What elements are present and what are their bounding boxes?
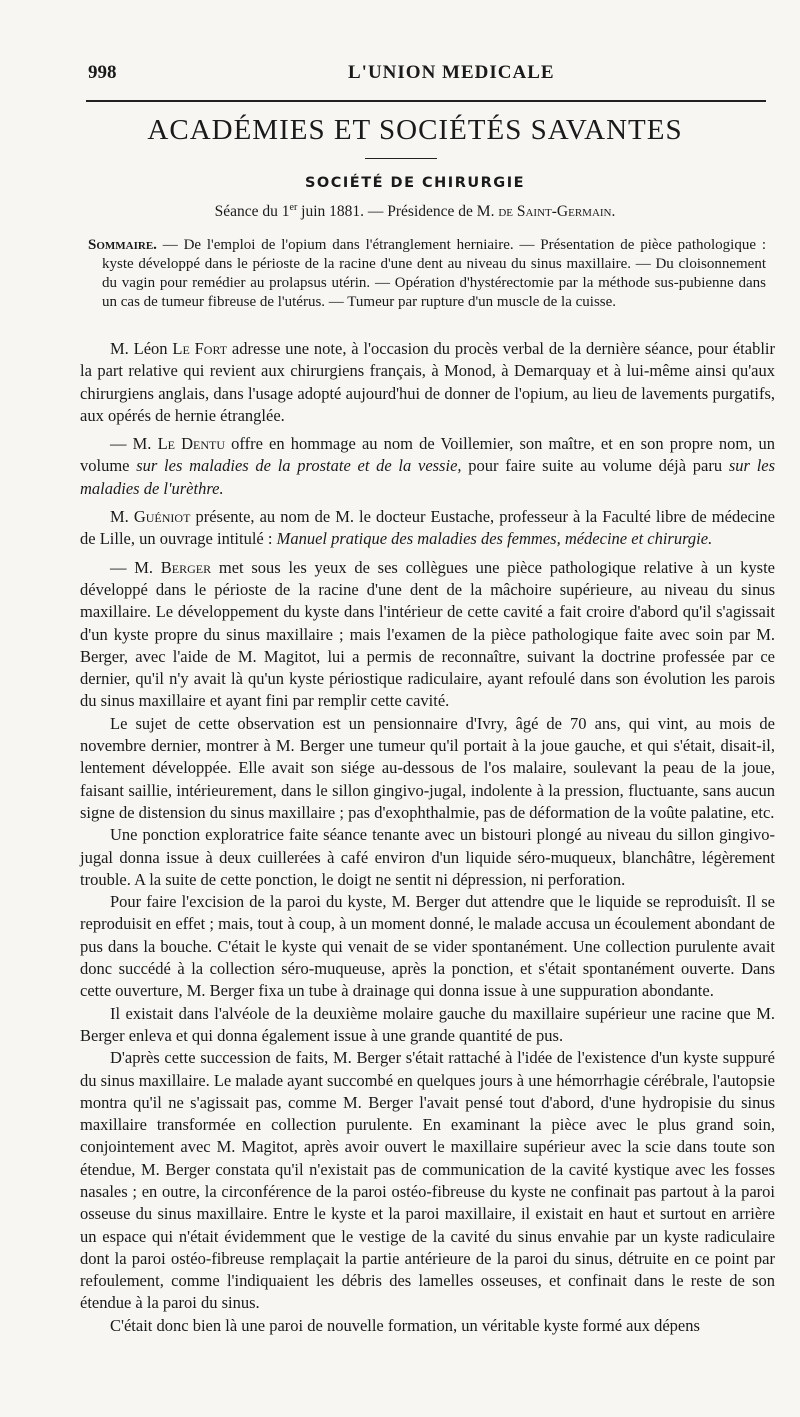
paragraph-autopsie: D'après cette succession de faits, M. Berger s'était rattaché à l'idée de l'existence d'un kyste suppuré du sinus maxillaire. Le malade ayant succombé en quelques jours à une hémorrhagie cérébrale, l'autopsie montra qu'il ne s'agissait pas, comme M. Berger l'avait pensé tout d'abord, d'une hydropisie du sinus maxillaire transformée en collection purulente. En examinant la pièce avec le plus grand soin, conjointement avec M. Magitot, après avoir ouvert le maxillaire supérieur avec la scie dans toute son étendue, M. Berger constata qu'il n'existait pas de communication de la cavité kystique avec les fosses nasales ; en outre, la circonférence de la paroi ostéo-fibreuse du kyste ne confinait pas partout à la paroi osseuse du sinus maxillaire. Entre le kyste et la paroi maxillaire, il existait en haut et surtout en arrière un espace qui n'était évidemment que le vestige de la cavité du sinus envahie par un kyste radiculaire dont la paroi ostéo-fibreuse remplaçait la partie antérieure de la paroi du sinus, détruite en ce point par refoulement, comme l'indiquaient les débris des lamelles osseuses, et confinait dans le reste de son étendue à la paroi du sinus. [80, 1048, 775, 1313]
session-middle: juin 1881. — Présidence de M. [297, 203, 499, 221]
p2-book-title-2: sur les maladies de l'urèthre. [80, 456, 776, 498]
paragraph-excision: Pour faire l'excision de la paroi du kyste, M. Berger dut attendre que le liquide se reproduisît. Il se reproduisit en effet ; mais, tout à coup, à un moment donné, le malade accusa un écoulement abondant de pus dans la bouche. C'était le kyste qui venait de se vider spontanément. Une collection purulente avait donc succédé à la collection séro-muqueuse, après la ponction, et s'était spontanément ouverte. Dans cette ouverture, M. Berger fixa un tube à drainage qui donna issue à une suppuration abondante. [80, 892, 775, 1001]
p1-text-a: M. Léon [110, 339, 173, 358]
paragraph-gueniot [80, 506, 775, 551]
paragraph-le-fort [80, 338, 775, 427]
session-president: de Saint-Germain [498, 203, 612, 221]
journal-title: L'UNION MEDICALE [348, 62, 555, 83]
p2-book-title-1: sur les maladies de la prostate et de la vessie, [136, 456, 462, 476]
section-divider [365, 158, 437, 159]
summary-label: Sommaire. [88, 237, 157, 253]
p4-text-a: — M. [110, 557, 161, 577]
session-prefix: Séance du 1 [214, 203, 290, 221]
p3-text-b: présente, au nom de M. le docteur Eustache, professeur à la Faculté libre de médecine de Lille, un ouvrage intitulé : [80, 507, 776, 549]
article-body [80, 338, 775, 1337]
p2-text-b: offre en hommage au nom de Voillemier, son maître, et en son propre nom, un volume [80, 434, 775, 476]
paragraph-berger [80, 557, 775, 713]
session-sup: er [289, 202, 298, 213]
paragraph-conclusion: C'était donc bien là une paroi de nouvelle formation, un véritable kyste formé aux dépens [110, 1315, 700, 1335]
p2-text-c: pour faire suite au volume déjà paru [461, 456, 729, 476]
page-number: 998 [88, 62, 117, 83]
p1-text-b: adresse une note, à l'occasion du procès verbal de la dernière séance, pour établir la part relative qui revient aux chirurgiens français, à Monod, à Demarquay et à lui-même ainsi qu'aux chirurgiens anglais, dans l'usage adopté aujourd'hui de donner de l'opium, au lieu de lavements purgatifs, aux opérés de hernie étranglée. [80, 339, 775, 425]
summary-text: — De l'emploi de l'opium dans l'étranglement herniaire. — Présentation de pièce pathologique : kyste développé dans le périoste de la racine d'une dent au niveau du sinus maxillaire. — Du cloisonnement du vagin pour remédier au prolapsus utérin. — Opération d'hystérectomie par la méthode sus-pubienne dans un cas de tumeur fibreuse de l'utérus. — Tumeur par rupture d'un muscle de la cuisse. [102, 237, 766, 310]
session-end: . [611, 203, 616, 221]
session-line [0, 202, 800, 221]
p1-author-name: Le Fort [172, 339, 228, 358]
paragraph-le-dentu [80, 433, 775, 500]
p3-text-a: M. [110, 507, 134, 527]
section-title: ACADÉMIES ET SOCIÉTÉS SAVANTES [147, 114, 683, 146]
p4-text-b: met sous les yeux de ses collègues une pièce pathologique relative à un kyste développé dans le périoste de la racine d'une dent de la mâchoire supérieure, au niveau du sinus maxillaire. Le développement du kyste dans l'intérieur de cette cavité a fait croire d'abord qu'il s'agissait d'un kyste propre du sinus maxillaire ; mais l'examen de la pièce pathologique faite avec soin par M. Berger, avec l'aide de M. Magitot, lui a permis de reconnaître, suivant la doctrine professée par ce dernier, qu'il n'y avait là qu'un kyste périostique radiculaire, ayant refoulé dans son évolution les parois du sinus maxillaire et ayant fini par remplir cette cavité. [80, 557, 776, 711]
p2-text-a: — M. [110, 434, 158, 454]
p3-book-title: Manuel pratique des maladies des femmes, médecine et chirurgie. [276, 529, 713, 549]
p4-author-name: Berger [160, 557, 212, 577]
society-name: SOCIÉTÉ DE CHIRURGIE [304, 175, 526, 191]
paragraph-ponction: Une ponction exploratrice faite séance tenante avec un bistouri plongé au niveau du sillon gingivo-jugal donna issue à deux cuillerées à café environ d'un liquide séro-muqueux, blanchâtre, légèrement trouble. A la suite de cette ponction, le doigt ne sentit ni dépression, ni perforation. [80, 825, 775, 889]
p2-author-name: Le Dentu [157, 434, 226, 454]
header-divider [86, 100, 766, 102]
p3-author-name: Guéniot [133, 507, 191, 527]
page-header [88, 62, 760, 90]
paragraph-observation: Le sujet de cette observation est un pensionnaire d'Ivry, âgé de 70 ans, qui vint, au mois de novembre dernier, montrer à M. Berger une tumeur qu'il portait à la joue gauche, et qui s'était, disait-il, lentement développée. Elle avait son siége au-dessous de l'os malaire, soulevant la peau de la joue, faisant saillie, intérieurement, dans le sillon gingivo-jugal, indolente à la pression, fluctuante, sans aucun signe de distension du sinus maxillaire ; pas d'exophthalmie, pas de déformation de la voûte palatine, etc. [80, 713, 775, 822]
paragraph-racine: Il existait dans l'alvéole de la deuxième molaire gauche du maxillaire supérieur une racine que M. Berger enleva et qui donna également issue à une grande quantité de pus. [80, 1003, 775, 1045]
summary [88, 236, 766, 312]
